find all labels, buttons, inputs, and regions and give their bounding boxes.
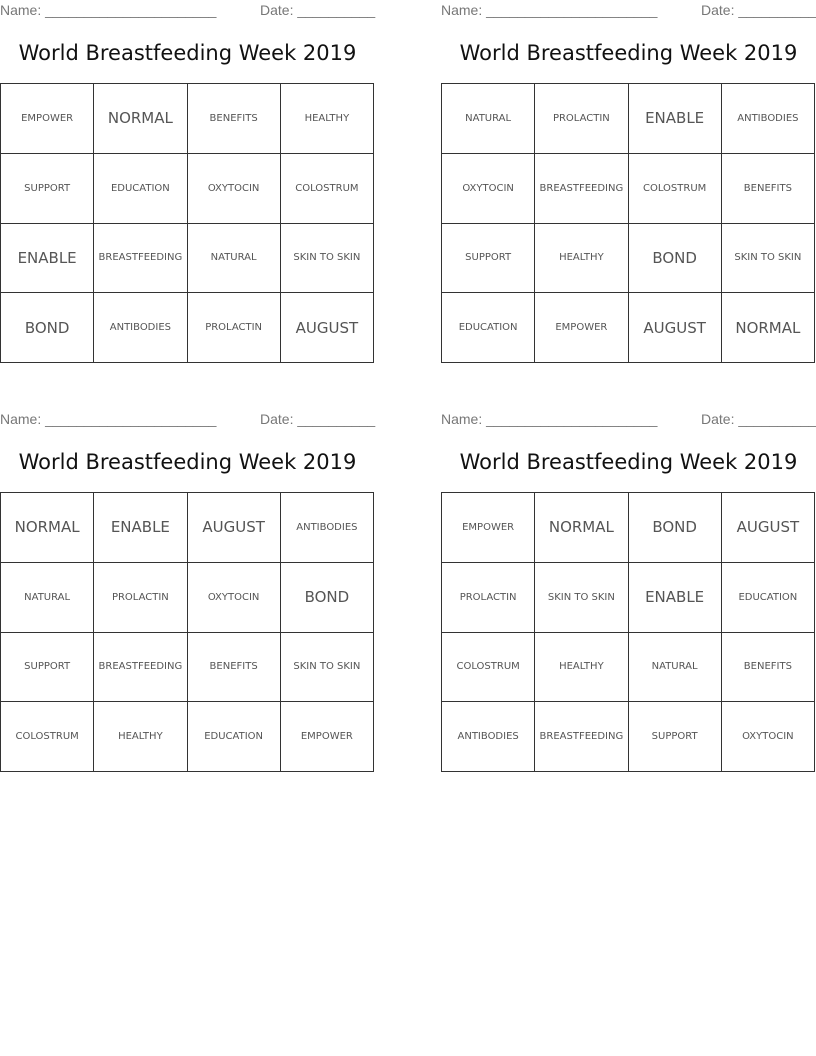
bingo-cell: NATURAL xyxy=(188,224,281,294)
bingo-cell: COLOSTRUM xyxy=(1,702,94,772)
bingo-cell: SKIN TO SKIN xyxy=(281,224,374,294)
name-field-label: Name: ______________________ xyxy=(441,2,658,18)
bingo-cell: AUGUST xyxy=(188,493,281,563)
bingo-cell: EDUCATION xyxy=(94,154,187,224)
bingo-cell: ENABLE xyxy=(629,84,722,154)
bingo-cell: BREASTFEEDING xyxy=(535,702,628,772)
name-field-label: Name: ______________________ xyxy=(0,411,217,427)
bingo-cell: OXYTOCIN xyxy=(188,154,281,224)
bingo-cell: HEALTHY xyxy=(281,84,374,154)
bingo-cell: AUGUST xyxy=(629,293,722,363)
bingo-cell: EMPOWER xyxy=(442,493,535,563)
bingo-cell: AUGUST xyxy=(722,493,815,563)
bingo-cell: NATURAL xyxy=(1,563,94,633)
bingo-cell: OXYTOCIN xyxy=(442,154,535,224)
bingo-cell: BOND xyxy=(629,224,722,294)
name-field-label: Name: ______________________ xyxy=(441,411,658,427)
bingo-cell: ENABLE xyxy=(94,493,187,563)
bingo-cell: HEALTHY xyxy=(94,702,187,772)
card-title: World Breastfeeding Week 2019 xyxy=(459,450,798,474)
name-date-line xyxy=(0,2,375,20)
bingo-grid xyxy=(441,492,815,772)
card-title: World Breastfeeding Week 2019 xyxy=(18,41,357,65)
bingo-cell: EDUCATION xyxy=(188,702,281,772)
bingo-cell: COLOSTRUM xyxy=(442,633,535,703)
card-title: World Breastfeeding Week 2019 xyxy=(18,450,357,474)
name-date-line xyxy=(0,411,375,429)
date-field-label: Date: __________ xyxy=(701,2,816,18)
bingo-cell: BOND xyxy=(629,493,722,563)
name-date-line xyxy=(441,411,816,429)
bingo-cell: NATURAL xyxy=(629,633,722,703)
bingo-cell: NATURAL xyxy=(442,84,535,154)
bingo-cell: SUPPORT xyxy=(1,154,94,224)
bingo-cell: NORMAL xyxy=(722,293,815,363)
card-title: World Breastfeeding Week 2019 xyxy=(459,41,798,65)
bingo-cell: EMPOWER xyxy=(535,293,628,363)
bingo-cell: ANTIBODIES xyxy=(281,493,374,563)
date-field-label: Date: __________ xyxy=(260,2,376,18)
bingo-cell: BENEFITS xyxy=(188,633,281,703)
bingo-grid xyxy=(0,83,374,363)
bingo-cell: EDUCATION xyxy=(722,563,815,633)
bingo-cell: COLOSTRUM xyxy=(281,154,374,224)
bingo-cell: SKIN TO SKIN xyxy=(722,224,815,294)
bingo-cell: BOND xyxy=(1,293,94,363)
bingo-cell: BENEFITS xyxy=(722,154,815,224)
bingo-cell: AUGUST xyxy=(281,293,374,363)
name-field-label: Name: ______________________ xyxy=(0,2,217,18)
bingo-cell: SUPPORT xyxy=(1,633,94,703)
bingo-cell: OXYTOCIN xyxy=(722,702,815,772)
bingo-cell: SUPPORT xyxy=(442,224,535,294)
bingo-cell: ANTIBODIES xyxy=(94,293,187,363)
bingo-cell: NORMAL xyxy=(1,493,94,563)
bingo-cell: BENEFITS xyxy=(722,633,815,703)
bingo-cell: BREASTFEEDING xyxy=(94,633,187,703)
date-field-label: Date: __________ xyxy=(260,411,376,427)
bingo-cell: OXYTOCIN xyxy=(188,563,281,633)
bingo-cell: PROLACTIN xyxy=(442,563,535,633)
bingo-grid xyxy=(441,83,815,363)
bingo-cell: SKIN TO SKIN xyxy=(281,633,374,703)
bingo-cell: BREASTFEEDING xyxy=(94,224,187,294)
bingo-cell: PROLACTIN xyxy=(535,84,628,154)
bingo-cell: SKIN TO SKIN xyxy=(535,563,628,633)
bingo-cell: SUPPORT xyxy=(629,702,722,772)
bingo-cell: COLOSTRUM xyxy=(629,154,722,224)
bingo-cell: NORMAL xyxy=(535,493,628,563)
bingo-cell: BENEFITS xyxy=(188,84,281,154)
bingo-cell: NORMAL xyxy=(94,84,187,154)
bingo-cell: ENABLE xyxy=(1,224,94,294)
bingo-grid xyxy=(0,492,374,772)
date-field-label: Date: __________ xyxy=(701,411,816,427)
bingo-cell: EDUCATION xyxy=(442,293,535,363)
bingo-cell: BREASTFEEDING xyxy=(535,154,628,224)
bingo-cell: ENABLE xyxy=(629,563,722,633)
bingo-cell: PROLACTIN xyxy=(188,293,281,363)
bingo-cell: HEALTHY xyxy=(535,224,628,294)
bingo-cell: EMPOWER xyxy=(281,702,374,772)
bingo-cell: PROLACTIN xyxy=(94,563,187,633)
bingo-cell: ANTIBODIES xyxy=(442,702,535,772)
name-date-line xyxy=(441,2,816,20)
bingo-cell: BOND xyxy=(281,563,374,633)
bingo-cell: EMPOWER xyxy=(1,84,94,154)
bingo-cell: ANTIBODIES xyxy=(722,84,815,154)
bingo-cell: HEALTHY xyxy=(535,633,628,703)
